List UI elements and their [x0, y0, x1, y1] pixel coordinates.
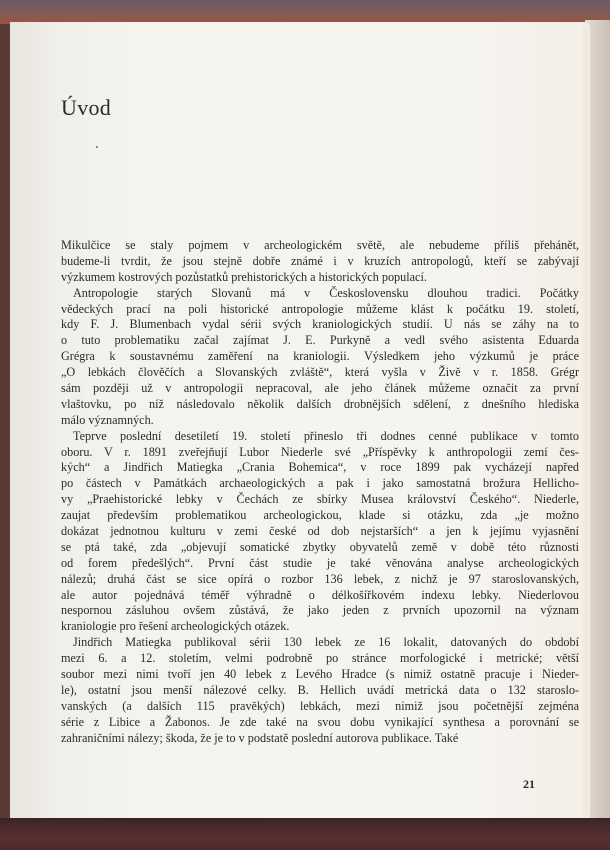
- text-line: po částech v Památkách archaeologických a pak i jako samostatná brožura Hellicho-: [61, 476, 579, 491]
- text-line: soubor mezi nimi tvoří jen 40 lebek z Levého Hradce (s nimiž ostatně pracuje i Nieder-: [61, 667, 579, 682]
- text-line: kých“ a Jindřich Matiegka „Crania Bohemica“, v roce 1899 pak vycházejí napřed: [61, 460, 579, 475]
- book-bottom-edge: [0, 818, 610, 850]
- text-line: Antropologie starých Slovanů má v Československu dlouhou tradici. Počátky: [73, 285, 579, 300]
- text-line: Grégra k soustavnému zaměření na kraniologii. Výsledkem jeho výzkumů je práce: [61, 349, 579, 364]
- text-line: nespornou zásluhou ovšem zůstává, že jako jeden z prvních upozornil na význam: [61, 603, 579, 618]
- text-line: dokázat jednotnou kulturu v zemi české od dob nejstarších“ a jen k jejímu vyjasnění: [61, 524, 579, 539]
- text-line: vy „Praehistorické lebky v Čechách ze sbírky Musea království Českého“. Niederle,: [61, 492, 579, 507]
- text-line: Jindřich Matiegka publikoval sérii 130 lebek ze 16 lokalit, datovaných do období: [73, 635, 579, 650]
- page-edge: [578, 25, 588, 815]
- page-number: 21: [523, 777, 535, 791]
- text-line: Mikulčice se staly pojmem v archeologickém světě, ale nebudeme příliš přehánět,: [61, 238, 579, 252]
- text-line: le), ostatní jsou menší nálezové celky. B. Hellich uvádí metrická data o 132 staroslo-: [61, 682, 579, 697]
- text-line: ale autor pojednává téměř výhradně o délkošířkovém indexu lebky. Niederlovou: [61, 587, 579, 602]
- text-line: kraniologie pro řešení archeologických otázek.: [61, 619, 290, 634]
- text-line: série z Libice a Žabonos. Je zde také na svou dobu vynikající synthesa a porovnání se: [61, 714, 579, 729]
- text-line: od forem předešlých“. První část studie je také věnována analyse archeologických: [61, 555, 579, 570]
- text-line: „O lebkách člověčích a Slovanských zvláště“, která vyšla v Živě v r. 1858. Grégr: [61, 365, 579, 380]
- text-line: o tuto problematiku začal zajímat J. E. Purkyně a vedl svého asistenta Eduarda: [61, 333, 579, 348]
- text-line: vědeckých prací na poli historické antropologie můžeme klást k počátku 19. století,: [61, 301, 579, 316]
- text-line: mezi 6. a 12. stoletím, velmi podrobně po stránce morfologické i metrické; větší: [61, 651, 579, 666]
- text-line: zahraničními nálezy; škoda, že je to v podstatě poslední autorova publikace. Také: [61, 730, 459, 745]
- text-line: málo významných.: [61, 412, 154, 427]
- text-line: oboru. V r. 1891 zveřejňují Lubor Niederle své „Příspěvky k anthropologii zemí čes-: [61, 444, 579, 459]
- book-top-edge: [0, 0, 610, 24]
- text-line: nálezů; druhá část se sice opírá o rozbor 136 lebek, z nichž je 97 staroslovanských,: [61, 571, 579, 586]
- text-line: Teprve poslední desetiletí 19. století přineslo tři dodnes cenné publikace v tomto: [73, 428, 579, 443]
- text-line: vanských (a dalších 115 pravěkých) lebkách, mezi nimiž jsou početnější zejména: [61, 698, 579, 713]
- body-text: [61, 238, 579, 747]
- text-line: vlaštovku, po níž následovalo několik dalších drobnějších sdělení, z dnešního hlediska: [61, 396, 579, 411]
- chapter-heading: Úvod: [61, 95, 112, 120]
- print-speck: [96, 146, 98, 148]
- text-line: budeme-li tvrdit, že jsou stejně dobře známé i v kruzích antropologů, kteří se zabývají: [61, 253, 579, 268]
- text-line: výzkumem kostrových pozůstatků prehistorických a historických populací.: [61, 269, 427, 284]
- text-line: sám později už v antropologii nepracoval, ale jeho článek můžeme označit za první: [61, 381, 579, 396]
- text-line: zaujat především problematikou archeologickou, klade si otázku, zda „je možno: [61, 508, 579, 523]
- text-line: kdy F. J. Blumenbach vydal sérii svých kraniologických studií. U nás se záhy na to: [61, 317, 579, 332]
- text-line: se ptá také, zda „objevují somatické zbytky obyvatelů země v době této různosti: [61, 539, 579, 554]
